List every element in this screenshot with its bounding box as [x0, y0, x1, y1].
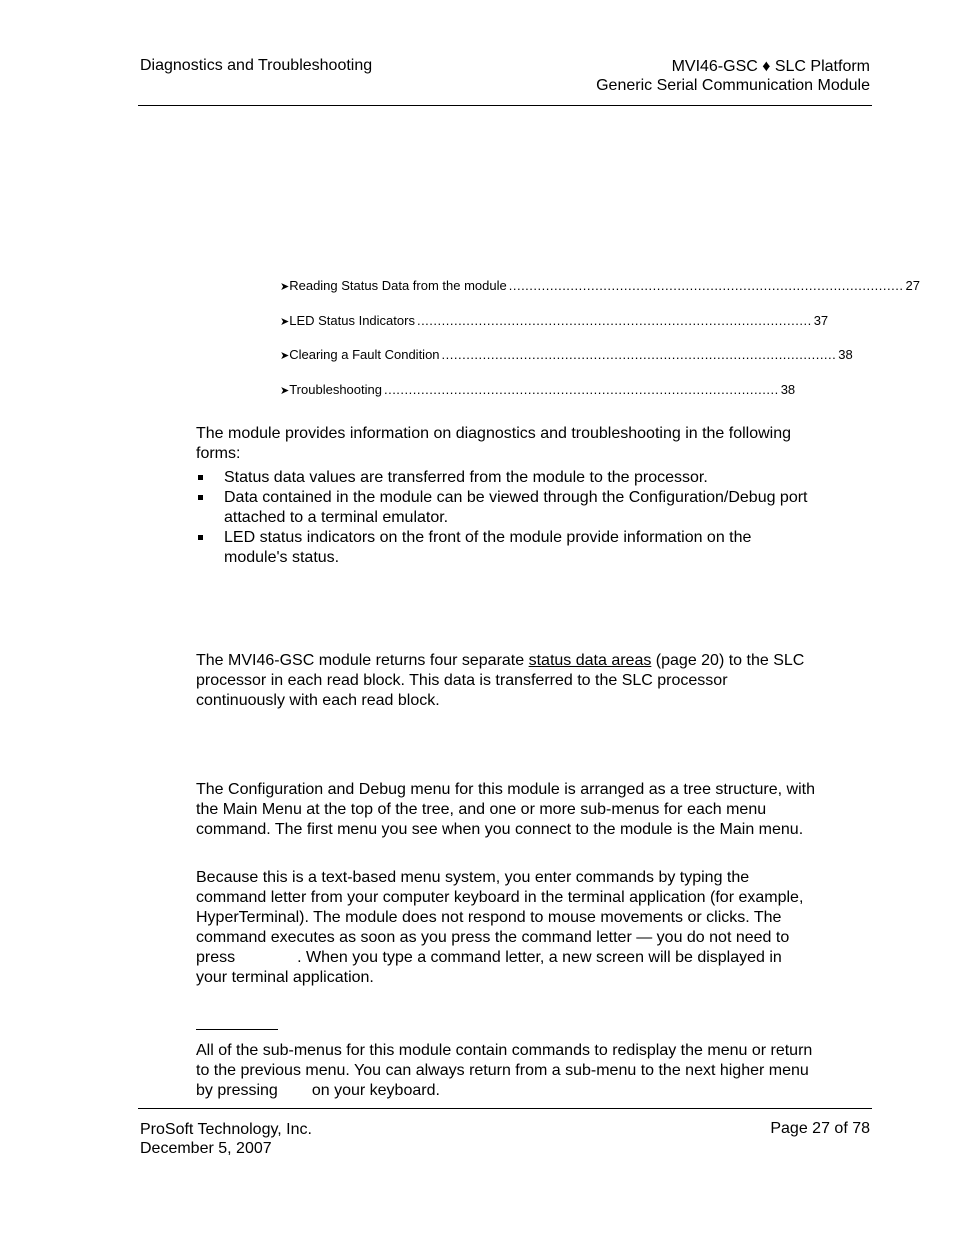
toc-leader-dots: ................................................................................................: [508, 278, 904, 293]
toc-entry[interactable]: [280, 347, 853, 382]
status-data-areas-link[interactable]: status data areas: [528, 652, 652, 669]
footer-date: December 5, 2007: [140, 1140, 272, 1157]
header-product-line1: MVI46-GSC ♦ SLC Platform: [671, 58, 870, 75]
list-item-text: LED status indicators on the front of the module provide information on the module's status.: [224, 529, 752, 566]
footer-company: ProSoft Technology, Inc.: [140, 1121, 312, 1138]
arrow-bullet-icon: ➤: [280, 385, 290, 398]
toc-entry-page: 38: [780, 382, 796, 398]
toc-entry-title: Troubleshooting: [289, 382, 382, 398]
footer-page-number: Page 27 of 78: [770, 1120, 870, 1137]
menu-commands-text-after: . When you type a command letter, a new screen will be displayed in your terminal application.: [196, 949, 782, 986]
toc-entry-page: 27: [905, 278, 920, 293]
arrow-bullet-icon: ➤: [280, 315, 290, 328]
square-bullet-icon: [198, 495, 203, 500]
toc-entry[interactable]: [280, 278, 920, 313]
list-item: [196, 468, 816, 488]
toc-entry-title: Reading Status Data from the module: [289, 278, 507, 293]
footer-publisher: [140, 1120, 312, 1158]
header-divider: [138, 105, 872, 106]
status-text-after: (page 20) to the SLC processor in each read block. This data is transferred to the SLC processor continuously with each read block.: [196, 652, 805, 709]
list-item-text: Data contained in the module can be viewed through the Configuration/Debug port attached to a terminal emulator.: [224, 489, 808, 526]
toc-entry[interactable]: [280, 382, 796, 417]
toc-leader-dots: ................................................................................................: [441, 347, 837, 363]
note-text-after: on your keyboard.: [311, 1082, 440, 1099]
note-text-before: All of the sub-menus for this module contain commands to redisplay the menu or return to the previous menu. You can always return from a sub-menu to the next higher menu by pressing: [196, 1042, 813, 1099]
forms-list: [196, 468, 816, 568]
toc-entry[interactable]: [280, 312, 829, 348]
footer-divider: [138, 1108, 872, 1109]
arrow-bullet-icon: ➤: [280, 350, 290, 363]
list-item-text: Status data values are transferred from the module to the processor.: [224, 469, 708, 486]
status-text-before: The MVI46-GSC module returns four separate: [196, 652, 529, 669]
header-section-title: Diagnostics and Troubleshooting: [140, 57, 373, 74]
list-item: [196, 488, 816, 528]
note-paragraph: [196, 1041, 816, 1101]
menu-commands-paragraph: [196, 868, 816, 988]
square-bullet-icon: [198, 535, 203, 540]
toc-leader-dots: ................................................................................................: [383, 382, 779, 398]
toc-entry-title: Clearing a Fault Condition: [289, 347, 440, 363]
header-product: [596, 57, 870, 95]
intro-paragraph: The module provides information on diagnostics and troubleshooting in the following forms:: [196, 425, 792, 462]
toc-entry-page: 38: [838, 347, 853, 363]
toc-leader-dots: ................................................................................................: [416, 312, 812, 328]
note-divider: [196, 1029, 278, 1030]
toc-entry-page: 37: [813, 312, 829, 328]
status-data-paragraph: [196, 651, 816, 711]
menu-structure-paragraph: The Configuration and Debug menu for this module is arranged as a tree structure, with the Main Menu at the top of the tree, and one or more sub-menus for each menu command. The first menu you see when you connect to the module is the Main menu.: [196, 781, 815, 838]
toc-entry-title: LED Status Indicators: [289, 312, 415, 328]
list-item: [196, 528, 816, 568]
square-bullet-icon: [198, 475, 203, 480]
arrow-bullet-icon: ➤: [280, 281, 290, 293]
header-product-line2: Generic Serial Communication Module: [596, 77, 870, 94]
menu-commands-text-before: Because this is a text-based menu system, you enter commands by typing the command letter from your computer keyboard in the terminal application (for example, HyperTerminal). The module does not respond to mouse movements or clicks. The command executes as soon as you press the command letter — you do not need to press: [196, 869, 804, 966]
chapter-toc: [280, 278, 920, 417]
